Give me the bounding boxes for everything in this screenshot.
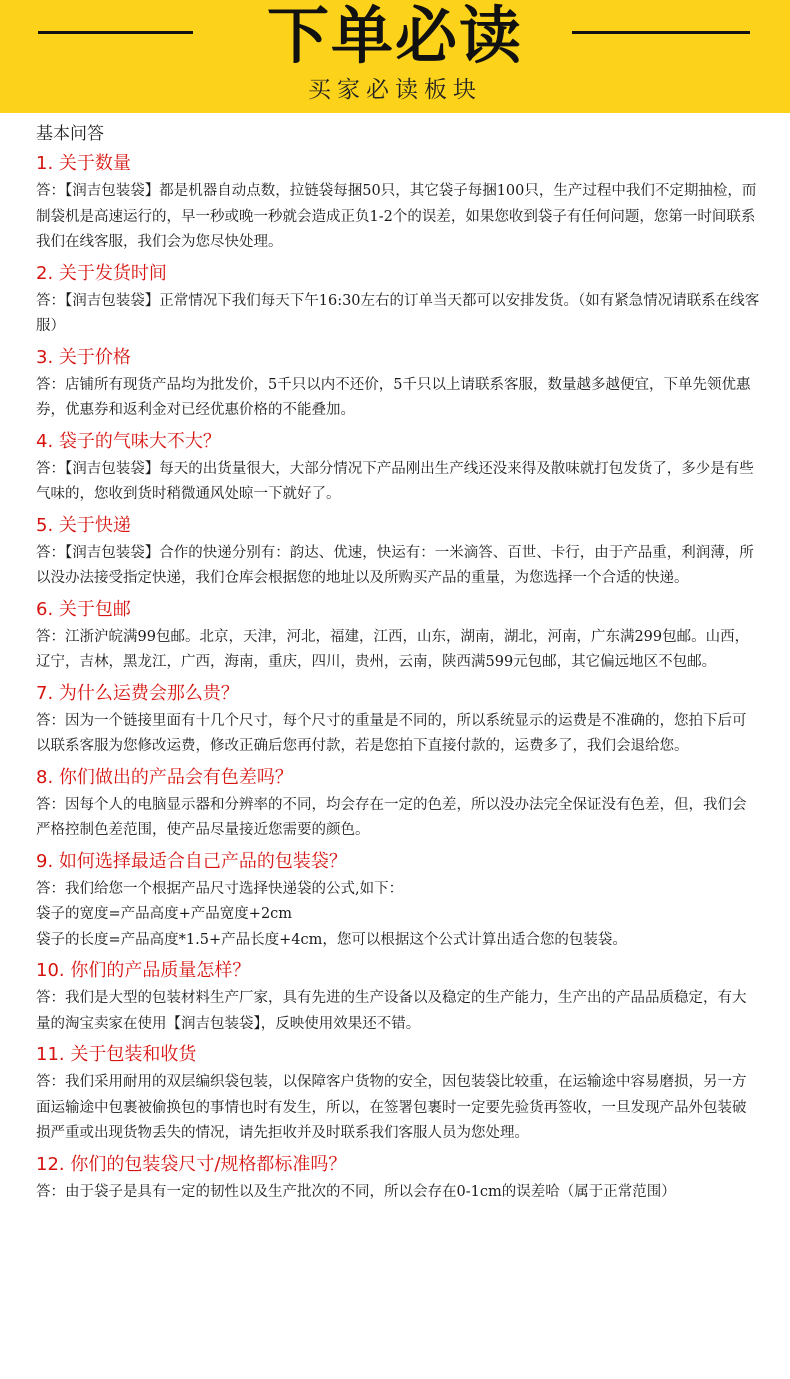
faq-question: 9. 如何选择最适合自己产品的包装袋？ [36, 850, 347, 872]
faq-answer-line: 袋子的宽度=产品高度+产品宽度+2cm [36, 906, 293, 922]
faq-question: 10. 你们的产品质量怎样？ [36, 960, 251, 981]
faq-answer-line: 答：店铺所有现货产品均为批发价，5千只以内不还价，5千只以上请联系客服，数量越多越便宜，下单先领优惠券，优惠券和返利金对已经优惠价格的不能叠加。 [36, 376, 751, 418]
faq-question: 2. 关于发货时间 [36, 262, 167, 284]
page-subtitle: 买家必读板块 [308, 77, 482, 103]
faq-question: 12. 你们的包装袋尺寸/规格都标准吗？ [36, 1153, 347, 1175]
page-title: 下单必读 [266, 0, 523, 72]
faq-item [36, 598, 760, 676]
faq-answer-line: 答：我们给您一个根据产品尺寸选择快递袋的公式,如下： [36, 880, 404, 897]
faq-answer-line: 答：【润吉包装袋】正常情况下我们每天下午16:30左右的订单当天都可以安排发货。（如有紧急情况请联系在线客服） [36, 292, 760, 334]
faq-item [36, 430, 760, 508]
faq-answer-line: 答：【润吉包装袋】每天的出货量很大，大部分情况下产品刚出生产线还没来得及散味就打包发货了，多少是有些气味的，您收到货时稍微通风处晾一下就好了。 [36, 460, 754, 502]
faq-answer [36, 179, 760, 256]
faq-answer-line: 答：江浙沪皖满99包邮。北京，天津，河北，福建，江西，山东，湖南，湖北，河南，广东满299包邮。山西，辽宁，吉林，黑龙江，广西，海南，重庆，四川，贵州，云南，陕西满599元包邮，其它偏远地区不包邮。 [36, 628, 750, 670]
faq-answer-line: 答：我们采用耐用的双层编织袋包装，以保障客户货物的安全，因包装袋比较重，在运输途中容易磨损，另一方面运输途中包裹被偷换包的事情也时有发生，所以，在签署包裹时一定要先验货再签收，一旦发现产品外包装破损严重或出现货物丢失的情况，请先拒收并及时联系我们客服人员为您处理。 [36, 1074, 747, 1141]
faq-question: 3. 关于价格 [36, 346, 131, 368]
faq-item [36, 766, 760, 844]
faq-answer [36, 373, 760, 424]
faq-list [36, 152, 760, 1205]
faq-item [36, 262, 760, 340]
faq-content [0, 113, 790, 1205]
faq-question: 11. 关于包装和收货 [36, 1044, 197, 1065]
section-label: 基本问答 [36, 124, 104, 144]
faq-answer [36, 625, 760, 676]
faq-question: 7. 为什么运费会那么贵？ [36, 682, 239, 704]
faq-answer [36, 877, 760, 954]
faq-answer-line: 答：因为一个链接里面有十几个尺寸，每个尺寸的重量是不同的，所以系统显示的运费是不准确的，您拍下后可以联系客服为您修改运费，修改正确后您再付款，若是您拍下直接付款的，运费多了，我们会退给您。 [36, 712, 747, 754]
faq-item [36, 682, 760, 760]
faq-item [36, 152, 760, 256]
faq-answer [36, 541, 760, 592]
faq-answer [36, 793, 760, 844]
faq-answer [36, 709, 760, 760]
faq-answer [36, 289, 760, 340]
faq-answer-line: 答：由于袋子是具有一定的韧性以及生产批次的不同，所以会存在0-1cm的误差哈（属于正常范围） [36, 1183, 676, 1200]
faq-answer-line: 答：【润吉包装袋】都是机器自动点数，拉链袋每捆50只，其它袋子每捆100只，生产过程中我们不定期抽检，而制袋机是高速运行的，早一秒或晚一秒就会造成正负1-2个的误差，如果您收到袋子有任何问题，您第一时间联系我们在线客服，我们会为您尽快处理。 [36, 183, 757, 250]
faq-item [36, 959, 760, 1037]
faq-question: 4. 袋子的气味大不大？ [36, 430, 221, 452]
faq-item [36, 346, 760, 424]
faq-answer [36, 1180, 760, 1206]
faq-answer [36, 457, 760, 508]
faq-answer-line: 答：因每个人的电脑显示器和分辨率的不同，均会存在一定的色差，所以没办法完全保证没有色差，但，我们会严格控制色差范围，使产品尽量接近您需要的颜色。 [36, 796, 747, 838]
faq-answer [36, 986, 760, 1037]
faq-item [36, 850, 760, 954]
faq-answer-line: 袋子的长度=产品高度*1.5+产品长度+4cm，您可以根据这个公式计算出适合您的包装袋。 [36, 931, 627, 948]
faq-question: 5. 关于快递 [36, 514, 131, 536]
faq-question: 8. 你们做出的产品会有色差吗？ [36, 766, 293, 788]
faq-item [36, 514, 760, 592]
faq-question: 6. 关于包邮 [36, 598, 131, 620]
faq-answer [36, 1070, 760, 1147]
faq-question: 1. 关于数量 [36, 153, 131, 174]
faq-item [36, 1043, 760, 1147]
faq-answer-line: 答：我们是大型的包装材料生产厂家，具有先进的生产设备以及稳定的生产能力，生产出的产品品质稳定，有大量的淘宝卖家在使用【润吉包装袋】，反映使用效果还不错。 [36, 990, 747, 1032]
header-banner [0, 0, 790, 113]
faq-answer-line: 答：【润吉包装袋】合作的快递分别有：韵达、优速，快运有：一米滴答、百世、卡行，由于产品重，利润薄，所以没办法接受指定快递，我们仓库会根据您的地址以及所购买产品的重量，为您选择一个合适的快递。 [36, 544, 754, 586]
faq-item [36, 1153, 760, 1206]
